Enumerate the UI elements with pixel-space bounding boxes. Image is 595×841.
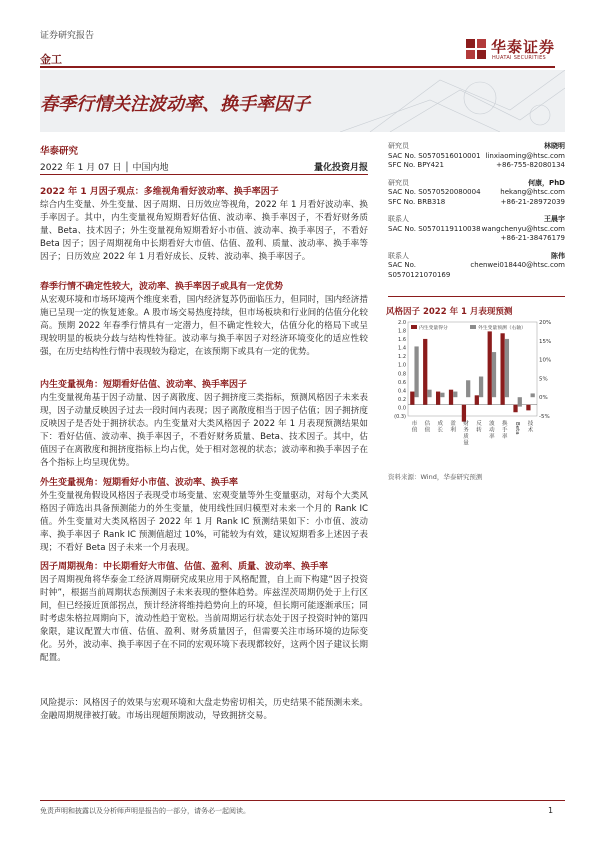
analyst-header-row <box>388 215 565 225</box>
bar-endogenous <box>526 405 530 411</box>
x-tick-label: 技术 <box>527 421 534 434</box>
y-tick-label-left: 0.0 <box>398 405 406 412</box>
chart-title: 风格因子 2022 年 1 月表现预测 <box>386 307 513 317</box>
y-tick-label-right: 15% <box>539 338 552 345</box>
y-tick-label-left: 1.2 <box>398 354 406 361</box>
section-heading: 2022 年 1 月因子观点：多维视角看好波动率、换手率因子 <box>40 187 279 197</box>
report-date: 2022 年 1 月 07 日 │ 中国内地 <box>40 163 169 173</box>
bar-exogenous <box>531 393 535 397</box>
analyst-name: 林晓明 <box>544 142 565 150</box>
x-tick-label: 换手率 <box>501 421 508 440</box>
bar-endogenous <box>423 339 427 405</box>
report-title: 春季行情关注波动率、换手率因子 <box>40 94 310 115</box>
bar-endogenous <box>500 333 504 404</box>
x-tick-label: 盈利 <box>450 421 456 434</box>
section-body: 从宏观环境和市场环境两个维度来看，国内经济复苏仍面临压力，但同时，国内经济措施已呈现一定的恢复迹象。A 股市场交易热度持续，但市场板块和行业间的估值分化较高。预期 2022 年春季行情具有一定潜力，但不确定性较大，估值分化的格局下或呈现较明显的板块分歧与结构性特征。波动率与换手率因子对经济环境变化的适应性较强，在历史结构性行情中表现较为稳定，在该预期下或具有一定的优势。 <box>40 295 368 357</box>
analyst-role: 研究员 <box>388 178 409 187</box>
analyst-card <box>388 142 565 171</box>
bar-endogenous <box>462 405 466 422</box>
analyst-header-row <box>388 252 565 262</box>
bar-exogenous <box>414 346 418 397</box>
analyst-email[interactable]: wangchenyu@htsc.com <box>481 224 565 233</box>
legend-swatch-endogenous <box>411 325 417 329</box>
analyst-sac-no: SAC No. S0570520080004 <box>388 188 481 196</box>
analyst-name: 何康，PhD <box>528 178 565 187</box>
analyst-card <box>388 252 565 281</box>
section-body: 外生变量视角假设风格因子表现受市场变量、宏观变量等外生变量驱动，对每个大类风格因子筛选出具备预测能力的外生变量，使用线性回归模型对未来一个月的 Rank IC 值。外生变量对大类风格因子 2022 年 1 月 Rank IC 预测结果如下：小市值、波动率、换手率因子 Rank IC 预测值超过 10%，可能较为有效，建议短期看多上述因子表现；不看好 Beta 因子未来一个月表现。 <box>40 491 368 553</box>
section-heading: 内生变量视角：短期看好估值、波动率、换手率因子 <box>40 380 248 390</box>
y-tick-label-left: 1.4 <box>398 345 406 352</box>
brand-logo <box>465 36 565 66</box>
section-daily-view <box>40 184 368 264</box>
header-rule <box>40 66 555 68</box>
analyst-card <box>388 179 565 208</box>
analyst-card <box>388 215 565 244</box>
analyst-sac-no: SAC No. S0570121070169 <box>388 261 451 279</box>
chart-rule <box>388 296 565 297</box>
bar-endogenous <box>475 395 479 404</box>
bar-exogenous <box>427 390 431 398</box>
analyst-sfc-no: SFC No. BRB318 <box>388 197 446 206</box>
section-body: 因子周期视角将华泰金工经济周期研究成果应用于风格配置，自上而下构建“因子投资时钟”，根据当前周期状态预测因子未来表现的整体趋势。库兹涅茨周期仍处于上行区间，但已经接近顶部拐点，预计经济将维持趋势向上的环境，但长期可能逐渐承压；同时考虑朱格拉周期向下，流动性趋于宽松。当前周期运行状态处于因子投资时钟的第四象限，建议配置大市值、估值、盈利、财务质量因子，但需要关注市场环境的边际变化。另外，波动率、换手率因子在不同的宏观环境下表现都较好，这两个因子建议长期配置。 <box>40 575 368 663</box>
bar-exogenous <box>440 393 444 398</box>
legend-swatch-exogenous <box>470 325 476 329</box>
y-tick-label-right: -5% <box>539 414 550 420</box>
x-tick-label: 波动率 <box>489 421 495 440</box>
y-tick-label-left: (0.3) <box>394 414 406 420</box>
y-tick-label-left: 0.2 <box>398 396 406 403</box>
research-org: 华泰研究 <box>40 146 79 157</box>
analyst-row <box>388 261 565 280</box>
report-category-tag: 证券研究报告 <box>40 31 95 41</box>
section-heading: 春季行情不确定性较大，波动率、换手率因子或具有一定优势 <box>40 282 284 292</box>
y-tick-label-right: 20% <box>539 320 552 326</box>
analyst-row <box>388 161 565 171</box>
analyst-phone: +86-21-38476179 <box>500 234 565 242</box>
legend-label-endogenous: 内生变量得分 <box>419 326 448 331</box>
analyst-row <box>388 234 565 244</box>
analyst-row <box>388 188 565 198</box>
analyst-role: 联系人 <box>388 215 409 223</box>
factor-forecast-chart <box>386 318 565 468</box>
meta-rule <box>40 174 368 175</box>
bar-endogenous <box>436 392 440 405</box>
section-spring-view <box>40 279 368 359</box>
x-tick-label: Beta <box>514 422 521 435</box>
bar-exogenous <box>479 377 483 398</box>
analyst-sac-no: SAC No. S0570516010001 <box>388 151 481 160</box>
y-tick-label-left: 1.8 <box>398 328 406 335</box>
y-tick-label-right: 5% <box>539 376 548 383</box>
x-tick-label: 财务质量 <box>463 421 469 447</box>
analyst-role: 研究员 <box>388 142 409 150</box>
sector-label: 金工 <box>40 53 62 66</box>
bar-exogenous <box>492 352 496 397</box>
bar-endogenous <box>488 331 492 404</box>
analyst-email[interactable]: linxiaoming@htsc.com <box>485 151 565 160</box>
analyst-phone: +86-755-82080134 <box>496 161 565 169</box>
analyst-row <box>388 198 565 208</box>
bar-exogenous <box>518 397 522 406</box>
y-tick-label-left: 0.6 <box>398 379 406 386</box>
bar-exogenous <box>453 392 457 398</box>
section-cycle-view <box>40 559 368 665</box>
section-heading: 外生变量视角：短期看好小市值、波动率、换手率 <box>40 478 239 488</box>
bar-endogenous <box>410 392 414 405</box>
y-tick-label-left: 2.0 <box>398 320 406 326</box>
x-tick-label: 成长 <box>437 421 444 434</box>
risk-warning: 风险提示：风格因子的效果与宏观环境和大盘走势密切相关，历史结果不能预测未来。金融周期规律被打破。市场出现超预期波动，导致拥挤交易。 <box>40 698 368 721</box>
section-risk-note <box>40 697 368 723</box>
page-number: 1 <box>548 806 554 815</box>
legend-label-exogenous: 外生变量预测（右轴） <box>478 326 526 331</box>
x-tick-label: 反转 <box>476 421 482 434</box>
chart-source: 资料来源：Wind，华泰研究预测 <box>388 473 483 481</box>
brand-mark-icon <box>465 38 487 60</box>
analyst-email[interactable]: chenwei018440@htsc.com <box>470 261 565 269</box>
analyst-row <box>388 152 565 162</box>
analyst-sac-no: SAC No. S0570119110038 <box>388 224 481 233</box>
analyst-sfc-no: SFC No. BPY421 <box>388 161 444 169</box>
bar-endogenous <box>449 390 453 405</box>
analyst-email[interactable]: hekang@htsc.com <box>500 188 565 196</box>
brand-name: 华泰证券 <box>491 38 556 56</box>
analyst-role: 联系人 <box>388 251 409 260</box>
section-body: 综合内生变量、外生变量、因子周期、日历效应等视角，2022 年 1 月看好波动率、换手率因子。其中，内生变量视角短期看好估值、波动率、换手率因子，不看好财务质量、Beta、技术因子；外生变量视角短期看好小市值、波动率、换手率因子，不看好 Beta 因子；因子周期视角中长期看好大市值、估值、盈利、质量、波动率、换手率等因子；日历效应 2022 年 1 月看好成长、反转、波动率、换手率因子。 <box>40 200 368 262</box>
y-tick-label-right: 0% <box>539 395 548 402</box>
section-body: 内生变量视角基于因子动量、因子离散度、因子拥挤度三类指标，预测风格因子未来表现，因子动量反映因子过去一段时间内表现；因子离散度相当于因子估值；因子拥挤度反映因子是否处于拥挤状态。内生变量对大类风格因子 2022 年 1 月表现预测结果如下：看好估值、波动率、换手率因子，不看好财务质量、Beta、技术因子。其中，估值因子在离散度和拥挤度指标上均占优，处于相对忽视的状态；波动率和换手率因子在各个指标上均呈现优势。 <box>40 393 368 468</box>
section-exogenous-view <box>40 475 368 555</box>
analyst-name: 王晨宇 <box>544 215 565 223</box>
report-type: 量化投资月报 <box>313 163 368 173</box>
analyst-name: 陈伟 <box>551 251 565 260</box>
x-tick-label: 估值 <box>424 421 431 434</box>
section-heading: 因子周期视角：中长期看好大市值、估值、盈利、质量、波动率、换手率 <box>40 562 329 572</box>
y-tick-label-left: 1.6 <box>398 337 406 344</box>
y-tick-label-left: 0.8 <box>398 371 406 378</box>
analyst-phone: +86-21-28972039 <box>500 197 565 206</box>
disclaimer-note: 免责声明和披露以及分析师声明是报告的一部分，请务必一起阅读。 <box>40 807 250 815</box>
x-tick-label: 市值 <box>411 421 418 434</box>
analyst-header-row <box>388 179 565 189</box>
analyst-row <box>388 225 565 235</box>
bar-exogenous <box>505 339 509 397</box>
analyst-header-row <box>388 142 565 152</box>
y-tick-label-right: 10% <box>539 357 552 364</box>
y-tick-label-left: 0.4 <box>398 388 406 395</box>
brand-name-en: HUATAI SECURITIES <box>492 55 546 61</box>
bar-endogenous <box>513 405 517 413</box>
footer-rule <box>40 800 565 801</box>
section-endogenous-view <box>40 377 368 470</box>
analyst-list <box>388 142 565 288</box>
bar-exogenous <box>466 380 470 397</box>
y-tick-label-left: 1.0 <box>398 362 406 369</box>
